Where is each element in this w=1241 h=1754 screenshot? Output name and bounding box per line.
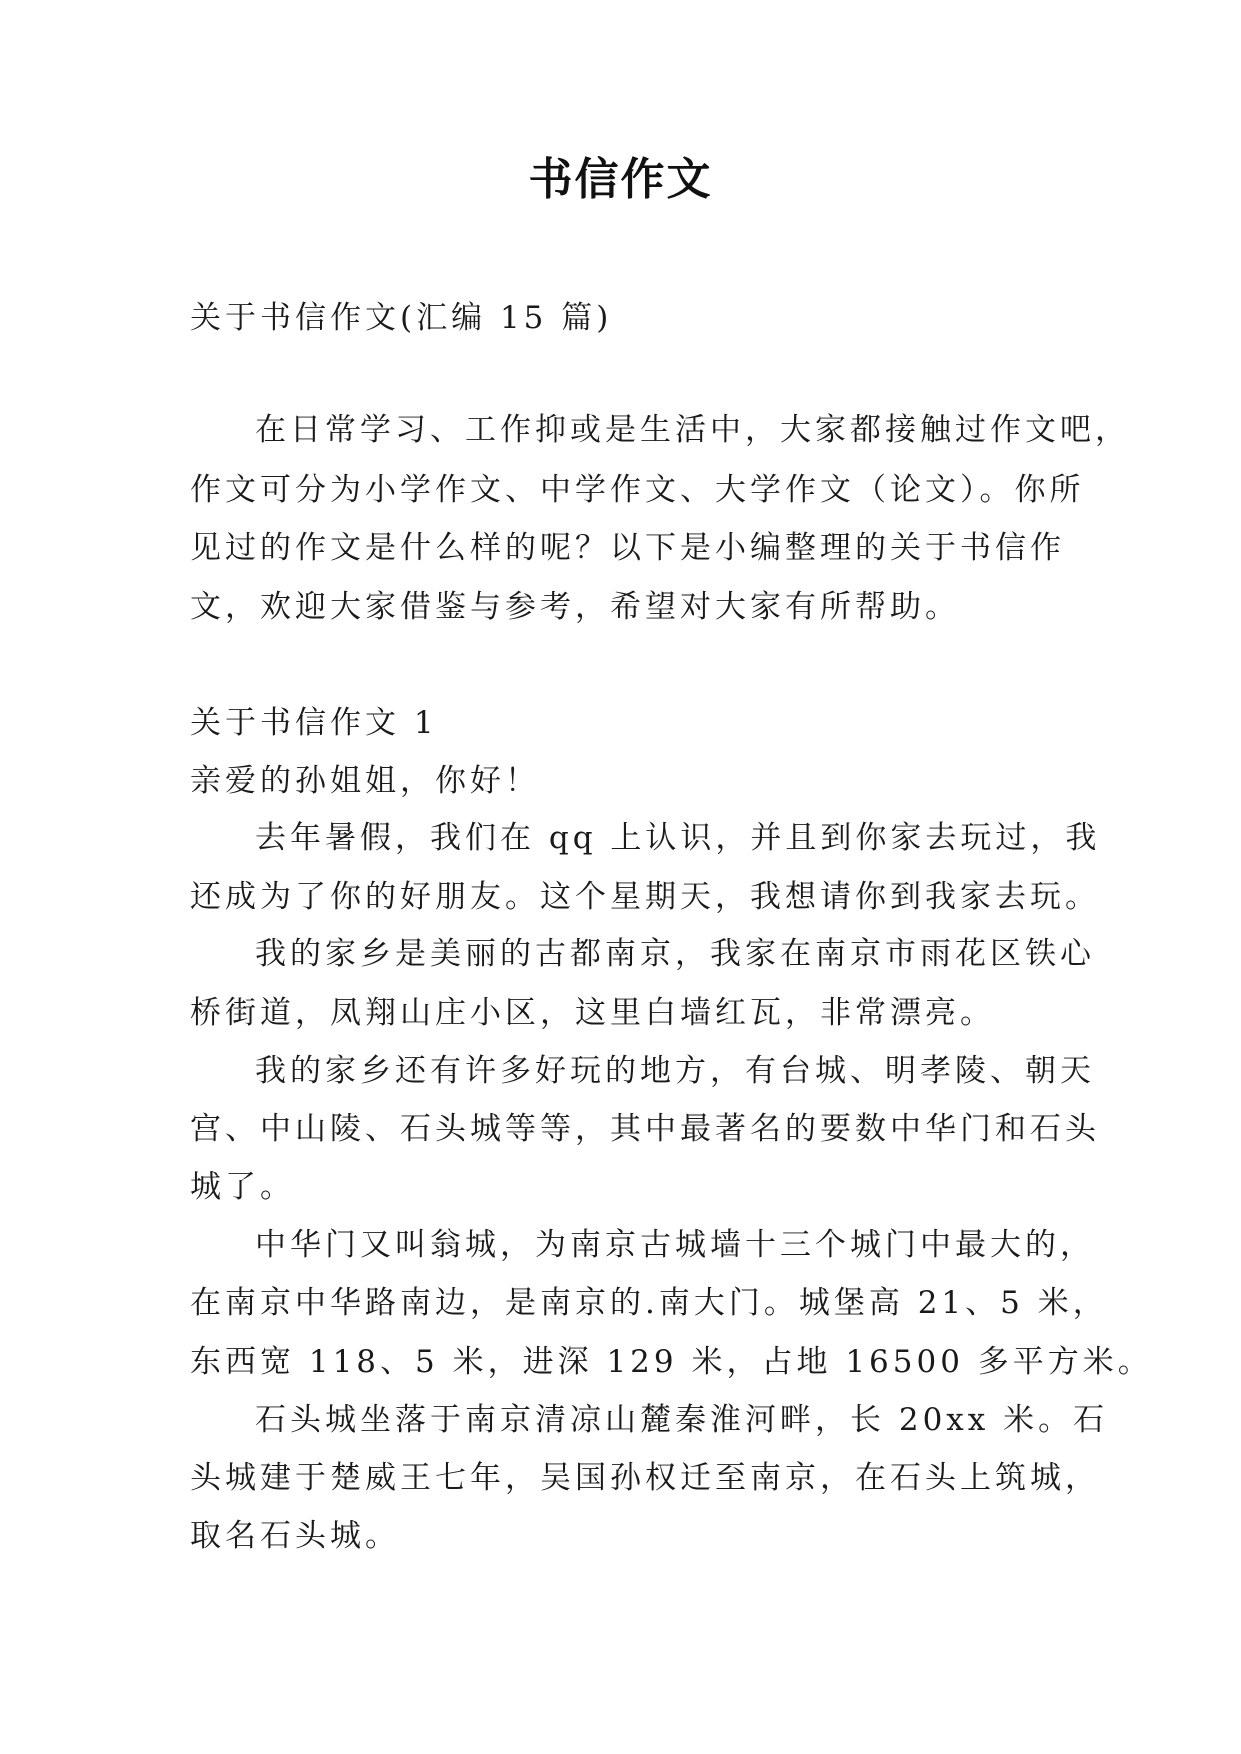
- body-line-4: 桥街道，凤翔山庄小区，这里白墙红瓦，非常漂亮。: [190, 995, 995, 1031]
- body-line-10: 东西宽 118、5 米，进深 129 米，占地 16500 多平方米。: [190, 1344, 1153, 1380]
- document-subtitle: 关于书信作文(汇编 15 篇): [190, 300, 613, 336]
- body-line-9: 在南京中华路南边，是南京的.南大门。城堡高 21、5 米，: [190, 1285, 1108, 1321]
- body-line-13: 取名石头城。: [190, 1518, 400, 1554]
- body-line-2: 还成为了你的好朋友。这个星期天，我想请你到我家去玩。: [190, 879, 1100, 915]
- body-line-7: 城了。: [190, 1169, 295, 1205]
- intro-line-3: 见过的作文是什么样的呢？以下是小编整理的关于书信作: [190, 530, 1065, 566]
- salutation: 亲爱的孙姐姐，你好！: [190, 763, 540, 799]
- document-title: 书信作文: [528, 154, 713, 205]
- body-line-5: 我的家乡还有许多好玩的地方，有台城、明孝陵、朝天: [255, 1053, 1095, 1089]
- body-line-3: 我的家乡是美丽的古都南京，我家在南京市雨花区铁心: [255, 936, 1095, 972]
- intro-line-4: 文，欢迎大家借鉴与参考，希望对大家有所帮助。: [190, 589, 960, 625]
- body-line-1: 去年暑假，我们在 qq 上认识，并且到你家去玩过，我: [255, 820, 1101, 856]
- body-line-11: 石头城坐落于南京清凉山麓秦淮河畔，长 20xx 米。石: [255, 1402, 1109, 1438]
- section-heading: 关于书信作文 1: [190, 705, 438, 741]
- intro-line-1: 在日常学习、工作抑或是生活中，大家都接触过作文吧，: [255, 412, 1130, 448]
- body-line-8: 中华门又叫翁城，为南京古城墙十三个城门中最大的，: [255, 1227, 1095, 1263]
- body-line-12: 头城建于楚威王七年，吴国孙权迁至南京，在石头上筑城，: [190, 1460, 1100, 1496]
- intro-line-2: 作文可分为小学作文、中学作文、大学作文（论文）。你所: [190, 472, 1085, 508]
- body-line-6: 宫、中山陵、石头城等等，其中最著名的要数中华门和石头: [190, 1111, 1100, 1147]
